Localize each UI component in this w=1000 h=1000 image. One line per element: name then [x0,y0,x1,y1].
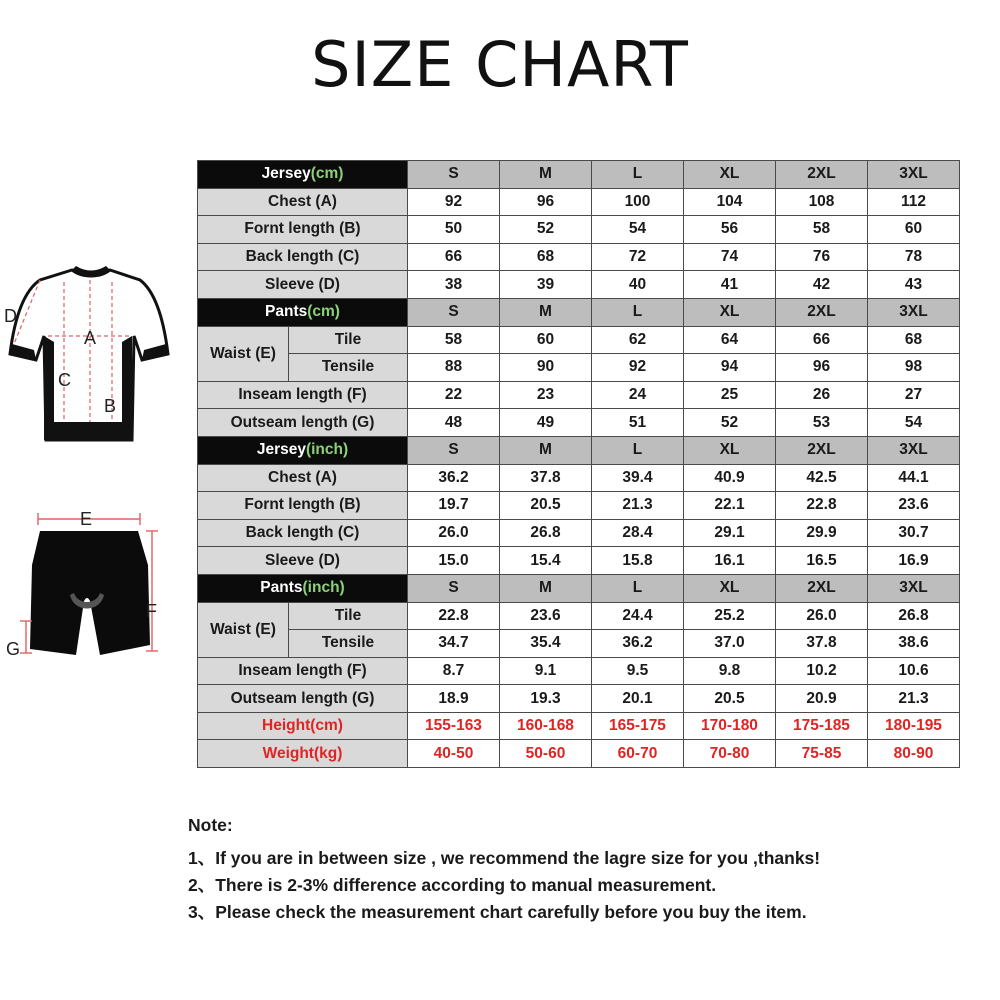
value-cell: 48 [408,409,500,437]
section-unit: (inch) [302,579,345,597]
label-d: D [4,306,17,326]
row-label: Chest (A) [198,188,408,216]
value-cell: 24 [592,381,684,409]
value-cell: 25 [684,381,776,409]
value-cell: 42.5 [776,464,868,492]
value-cell: 66 [776,326,868,354]
sub-label: Tensile [289,354,408,382]
value-cell: 180-195 [868,712,960,740]
value-cell: 62 [592,326,684,354]
value-cell: 96 [776,354,868,382]
size-header: S [408,298,500,326]
value-cell: 60 [500,326,592,354]
value-cell: 8.7 [408,657,500,685]
section-header-row [198,298,960,326]
note-item: 1、If you are in between size , we recommend the lagre size for you ,thanks! [188,848,821,868]
size-header: XL [684,436,776,464]
page-title: SIZE CHART [311,28,689,101]
section-title: Pants [265,303,308,321]
table-row [198,657,960,685]
value-cell: 26.0 [408,519,500,547]
value-cell: 22 [408,381,500,409]
size-header: L [592,574,684,602]
sub-label: Tensile [289,630,408,658]
value-cell: 26.8 [868,602,960,630]
size-header: S [408,574,500,602]
value-cell: 25.2 [684,602,776,630]
size-header: 3XL [868,436,960,464]
size-header: XL [684,574,776,602]
value-cell: 16.5 [776,547,868,575]
value-cell: 58 [776,216,868,244]
size-header: XL [684,161,776,189]
row-label: Sleeve (D) [198,547,408,575]
value-cell: 19.7 [408,492,500,520]
row-label: Back length (C) [198,519,408,547]
label-c: C [58,370,71,390]
table-row [198,492,960,520]
table-row [198,326,960,354]
value-cell: 40.9 [684,464,776,492]
size-header: L [592,436,684,464]
value-cell: 49 [500,409,592,437]
label-e: E [80,509,93,529]
value-cell: 35.4 [500,630,592,658]
value-cell: 15.8 [592,547,684,575]
value-cell: 40-50 [408,740,500,768]
value-cell: 53 [776,409,868,437]
value-cell: 39.4 [592,464,684,492]
value-cell: 37.8 [776,630,868,658]
value-cell: 80-90 [868,740,960,768]
table-row [198,216,960,244]
waist-label: Waist (E) [198,326,289,381]
value-cell: 38.6 [868,630,960,658]
value-cell: 36.2 [408,464,500,492]
value-cell: 16.1 [684,547,776,575]
value-cell: 112 [868,188,960,216]
jersey-diagram [0,262,175,452]
value-cell: 42 [776,271,868,299]
value-cell: 170-180 [684,712,776,740]
value-cell: 27 [868,381,960,409]
size-header: M [500,436,592,464]
value-cell: 68 [868,326,960,354]
sub-label: Tile [289,326,408,354]
row-label: Inseam length (F) [198,657,408,685]
value-cell: 64 [684,326,776,354]
label-f: F [146,601,157,621]
size-header: 3XL [868,298,960,326]
value-cell: 56 [684,216,776,244]
size-header: 2XL [776,436,868,464]
section-title: Pants [260,579,303,597]
size-header: S [408,436,500,464]
value-cell: 74 [684,243,776,271]
value-cell: 37.0 [684,630,776,658]
section-unit: (inch) [305,441,349,459]
table-row [198,464,960,492]
value-cell: 66 [408,243,500,271]
table-row [198,354,960,382]
value-cell: 37.8 [500,464,592,492]
size-header: L [592,161,684,189]
value-cell: 41 [684,271,776,299]
value-cell: 60-70 [592,740,684,768]
value-cell: 9.1 [500,657,592,685]
value-cell: 20.5 [500,492,592,520]
value-cell: 19.3 [500,685,592,713]
value-cell: 38 [408,271,500,299]
value-cell: 20.9 [776,685,868,713]
value-cell: 20.1 [592,685,684,713]
value-cell: 21.3 [868,685,960,713]
row-label: Inseam length (F) [198,381,408,409]
row-label: Weight(kg) [198,740,408,768]
section-header [198,574,408,602]
table-row [198,271,960,299]
value-cell: 23 [500,381,592,409]
value-cell: 175-185 [776,712,868,740]
size-chart-table [197,160,960,768]
value-cell: 92 [592,354,684,382]
sub-label: Tile [289,602,408,630]
row-label: Fornt length (B) [198,492,408,520]
value-cell: 28.4 [592,519,684,547]
value-cell: 54 [592,216,684,244]
label-a: A [84,328,97,348]
row-label: Sleeve (D) [198,271,408,299]
value-cell: 26 [776,381,868,409]
row-label: Outseam length (G) [198,685,408,713]
value-cell: 10.2 [776,657,868,685]
value-cell: 60 [868,216,960,244]
value-cell: 22.1 [684,492,776,520]
size-header: 2XL [776,298,868,326]
value-cell: 76 [776,243,868,271]
value-cell: 155-163 [408,712,500,740]
label-g: G [6,639,21,659]
note-item: 2、There is 2-3% difference according to manual measurement. [188,875,717,895]
value-cell: 68 [500,243,592,271]
value-cell: 22.8 [776,492,868,520]
notes-title: Note: [188,815,233,835]
table-row [198,630,960,658]
value-cell: 26.8 [500,519,592,547]
value-cell: 43 [868,271,960,299]
table-row [198,685,960,713]
table-row [198,409,960,437]
value-cell: 29.1 [684,519,776,547]
value-cell: 52 [500,216,592,244]
value-cell: 104 [684,188,776,216]
value-cell: 75-85 [776,740,868,768]
value-cell: 78 [868,243,960,271]
value-cell: 40 [592,271,684,299]
table-row [198,602,960,630]
size-header: 2XL [776,161,868,189]
value-cell: 50-60 [500,740,592,768]
value-cell: 15.0 [408,547,500,575]
size-header: M [500,574,592,602]
table-row [198,547,960,575]
value-cell: 39 [500,271,592,299]
value-cell: 90 [500,354,592,382]
value-cell: 26.0 [776,602,868,630]
size-header: 3XL [868,574,960,602]
value-cell: 9.8 [684,657,776,685]
value-cell: 88 [408,354,500,382]
table-row [198,519,960,547]
pants-diagram [0,505,175,680]
size-header: M [500,298,592,326]
section-header-row [198,574,960,602]
value-cell: 51 [592,409,684,437]
value-cell: 9.5 [592,657,684,685]
row-label: Height(cm) [198,712,408,740]
value-cell: 18.9 [408,685,500,713]
value-cell: 22.8 [408,602,500,630]
table-row [198,243,960,271]
section-header [198,161,408,189]
table-row [198,188,960,216]
value-cell: 70-80 [684,740,776,768]
size-header: XL [684,298,776,326]
value-cell: 98 [868,354,960,382]
size-header: 3XL [868,161,960,189]
section-header [198,436,408,464]
value-cell: 92 [408,188,500,216]
value-cell: 108 [776,188,868,216]
note-item: 3、Please check the measurement chart carefully before you buy the item. [188,902,807,922]
value-cell: 50 [408,216,500,244]
size-header: 2XL [776,574,868,602]
row-label: Back length (C) [198,243,408,271]
size-header: L [592,298,684,326]
table-row [198,381,960,409]
value-cell: 52 [684,409,776,437]
row-label: Chest (A) [198,464,408,492]
section-header-row [198,161,960,189]
value-cell: 165-175 [592,712,684,740]
table-row [198,712,960,740]
row-label: Fornt length (B) [198,216,408,244]
value-cell: 15.4 [500,547,592,575]
value-cell: 160-168 [500,712,592,740]
section-title: Jersey [256,441,306,459]
size-header: S [408,161,500,189]
row-label: Outseam length (G) [198,409,408,437]
value-cell: 100 [592,188,684,216]
value-cell: 23.6 [868,492,960,520]
value-cell: 30.7 [868,519,960,547]
value-cell: 23.6 [500,602,592,630]
size-header: M [500,161,592,189]
value-cell: 24.4 [592,602,684,630]
value-cell: 72 [592,243,684,271]
value-cell: 29.9 [776,519,868,547]
value-cell: 54 [868,409,960,437]
value-cell: 94 [684,354,776,382]
section-title: Jersey [261,165,311,183]
value-cell: 20.5 [684,685,776,713]
value-cell: 16.9 [868,547,960,575]
value-cell: 44.1 [868,464,960,492]
section-unit: (cm) [310,165,344,183]
value-cell: 96 [500,188,592,216]
value-cell: 58 [408,326,500,354]
value-cell: 36.2 [592,630,684,658]
size-chart-body [198,161,960,768]
section-header [198,298,408,326]
notes-section [188,812,820,926]
label-b: B [104,396,117,416]
waist-label: Waist (E) [198,602,289,657]
section-header-row [198,436,960,464]
value-cell: 34.7 [408,630,500,658]
table-row [198,740,960,768]
value-cell: 10.6 [868,657,960,685]
section-unit: (cm) [307,303,340,321]
value-cell: 21.3 [592,492,684,520]
